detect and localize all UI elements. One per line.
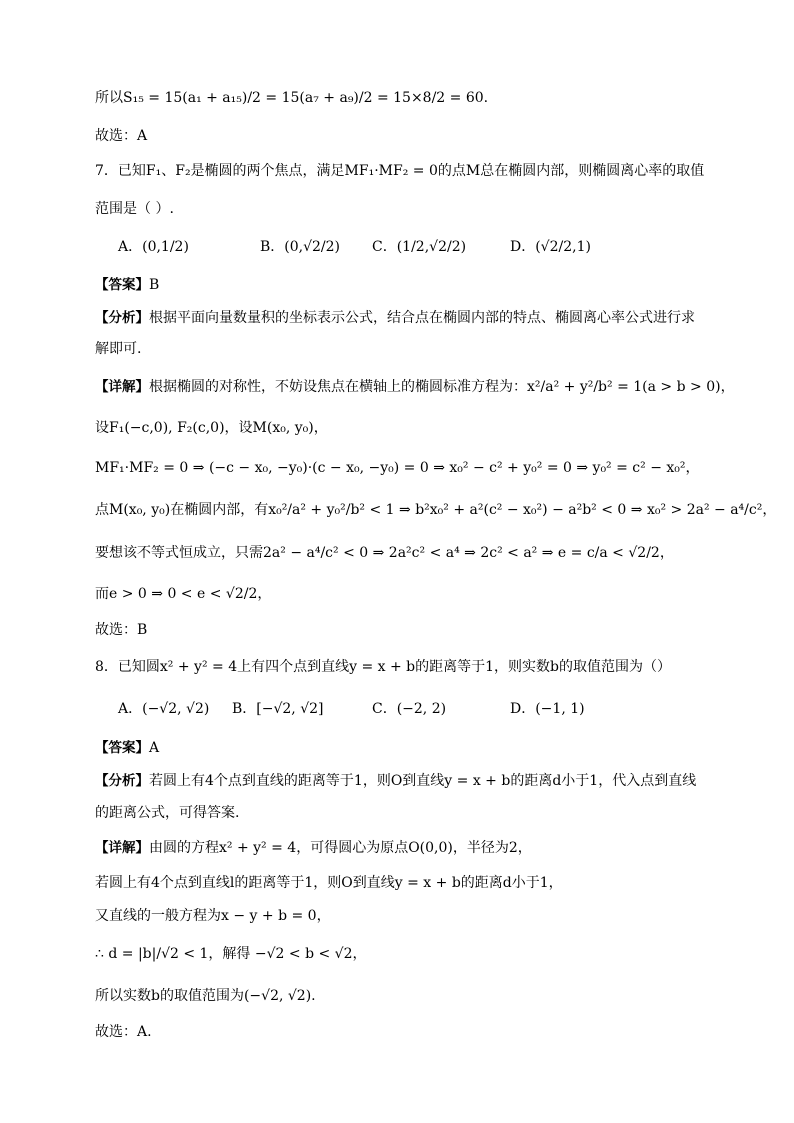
- q8-answer-value: A: [149, 740, 160, 756]
- s15-computation: 所以S₁₅ = 15(a₁ + a₁₅)/2 = 15(a₇ + a₉)/2 = 15×8/2 = 60.: [95, 90, 489, 106]
- q7-analysis-text1: 根据平面向量数量积的坐标表示公式，结合点在椭圆内部的特点、椭圆离心率公式进行求: [149, 310, 695, 326]
- q7-detail-line1: [95, 377, 735, 397]
- q8-stem: 8．已知圆x² + y² = 4上有四个点到直线y = x + b的距离等于1，则实数b的取值范围为（）: [95, 659, 672, 675]
- q8-detail-text1: 由圆的方程x² + y² = 4，可得圆心为原点O(0,0)，半径为2，: [149, 840, 532, 856]
- q8-choice-b: B．[−√2, √2]: [232, 701, 324, 717]
- q8-detail-line3: 又直线的一般方程为x − y + b = 0，: [95, 908, 331, 924]
- q7-choice-a: A．(0,1/2): [118, 239, 189, 255]
- q8-analysis-line2: 的距离公式，可得答案.: [95, 805, 240, 821]
- q7-analysis-line2: 解即可.: [95, 341, 142, 357]
- q7-detail-line5: 要想该不等式恒成立，只需2a² − a⁴/c² < 0 ⇒ 2a²c² < a⁴ ⇒ 2c² < a² ⇒ e = c/a < √2/2，: [95, 545, 674, 561]
- q7-answer: [95, 275, 159, 295]
- q7-choice-b: B．(0,√2/2): [260, 239, 341, 255]
- q8-analysis-text1: 若圆上有4个点到直线的距离等于1，则O到直线y = x + b的距离d小于1，代入点到直线: [149, 773, 697, 789]
- q7-stem-line2: 范围是（ ）.: [95, 201, 174, 217]
- q7-detail-line2: 设F₁(−c,0), F₂(c,0)，设M(x₀, y₀)，: [95, 420, 328, 436]
- q7-conclusion: 故选：B: [95, 622, 148, 638]
- analysis-tag: 【分析】: [95, 773, 149, 789]
- q7-analysis-line1: [95, 308, 695, 328]
- answer-tag: 【答案】: [95, 740, 149, 756]
- analysis-tag: 【分析】: [95, 310, 149, 326]
- q8-detail-line1: [95, 838, 532, 858]
- answer-tag: 【答案】: [95, 277, 149, 293]
- q8-answer: [95, 738, 159, 758]
- q7-stem-line1: 7．已知F₁、F₂是椭圆的两个焦点，满足MF₁·MF₂ = 0的点M总在椭圆内部，则椭圆离心率的取值: [95, 163, 705, 179]
- q8-detail-line5: 所以实数b的取值范围为(−√2, √2).: [95, 988, 316, 1004]
- q8-conclusion: 故选：A.: [95, 1024, 152, 1040]
- q7-detail-line3: MF₁·MF₂ = 0 ⇒ (−c − x₀, −y₀)·(c − x₀, −y₀) = 0 ⇒ x₀² − c² + y₀² = 0 ⇒ y₀² = c² − x₀²，: [95, 460, 700, 476]
- choice-conclusion: 故选：A: [95, 128, 148, 144]
- q8-detail-line4: ∴ d = |b|/√2 < 1，解得 −√2 < b < √2，: [95, 946, 367, 962]
- detail-tag: 【详解】: [95, 379, 149, 395]
- detail-tag: 【详解】: [95, 840, 149, 856]
- q7-choice-d: D．(√2/2,1): [510, 239, 591, 255]
- q7-answer-value: B: [149, 277, 160, 293]
- q8-choice-d: D．(−1, 1): [510, 701, 585, 717]
- q8-analysis-line1: [95, 771, 696, 791]
- q8-choice-a: A．(−√2, √2): [118, 701, 210, 717]
- q7-detail-text1: 根据椭圆的对称性，不妨设焦点在横轴上的椭圆标准方程为：x²/a² + y²/b² = 1(a > b > 0)，: [149, 379, 735, 395]
- q8-choice-c: C．(−2, 2): [372, 701, 447, 717]
- q7-detail-line6: 而e > 0 ⇒ 0 < e < √2/2，: [95, 586, 272, 602]
- q7-detail-line4: 点M(x₀, y₀)在椭圆内部，有x₀²/a² + y₀²/b² < 1 ⇒ b²x₀² + a²(c² − x₀²) − a²b² < 0 ⇒ x₀² > 2a² − a⁴/c²，: [95, 502, 777, 518]
- q8-detail-line2: 若圆上有4个点到直线l的距离等于1，则O到直线y = x + b的距离d小于1，: [95, 875, 563, 891]
- q7-choice-c: C．(1/2,√2/2): [372, 239, 467, 255]
